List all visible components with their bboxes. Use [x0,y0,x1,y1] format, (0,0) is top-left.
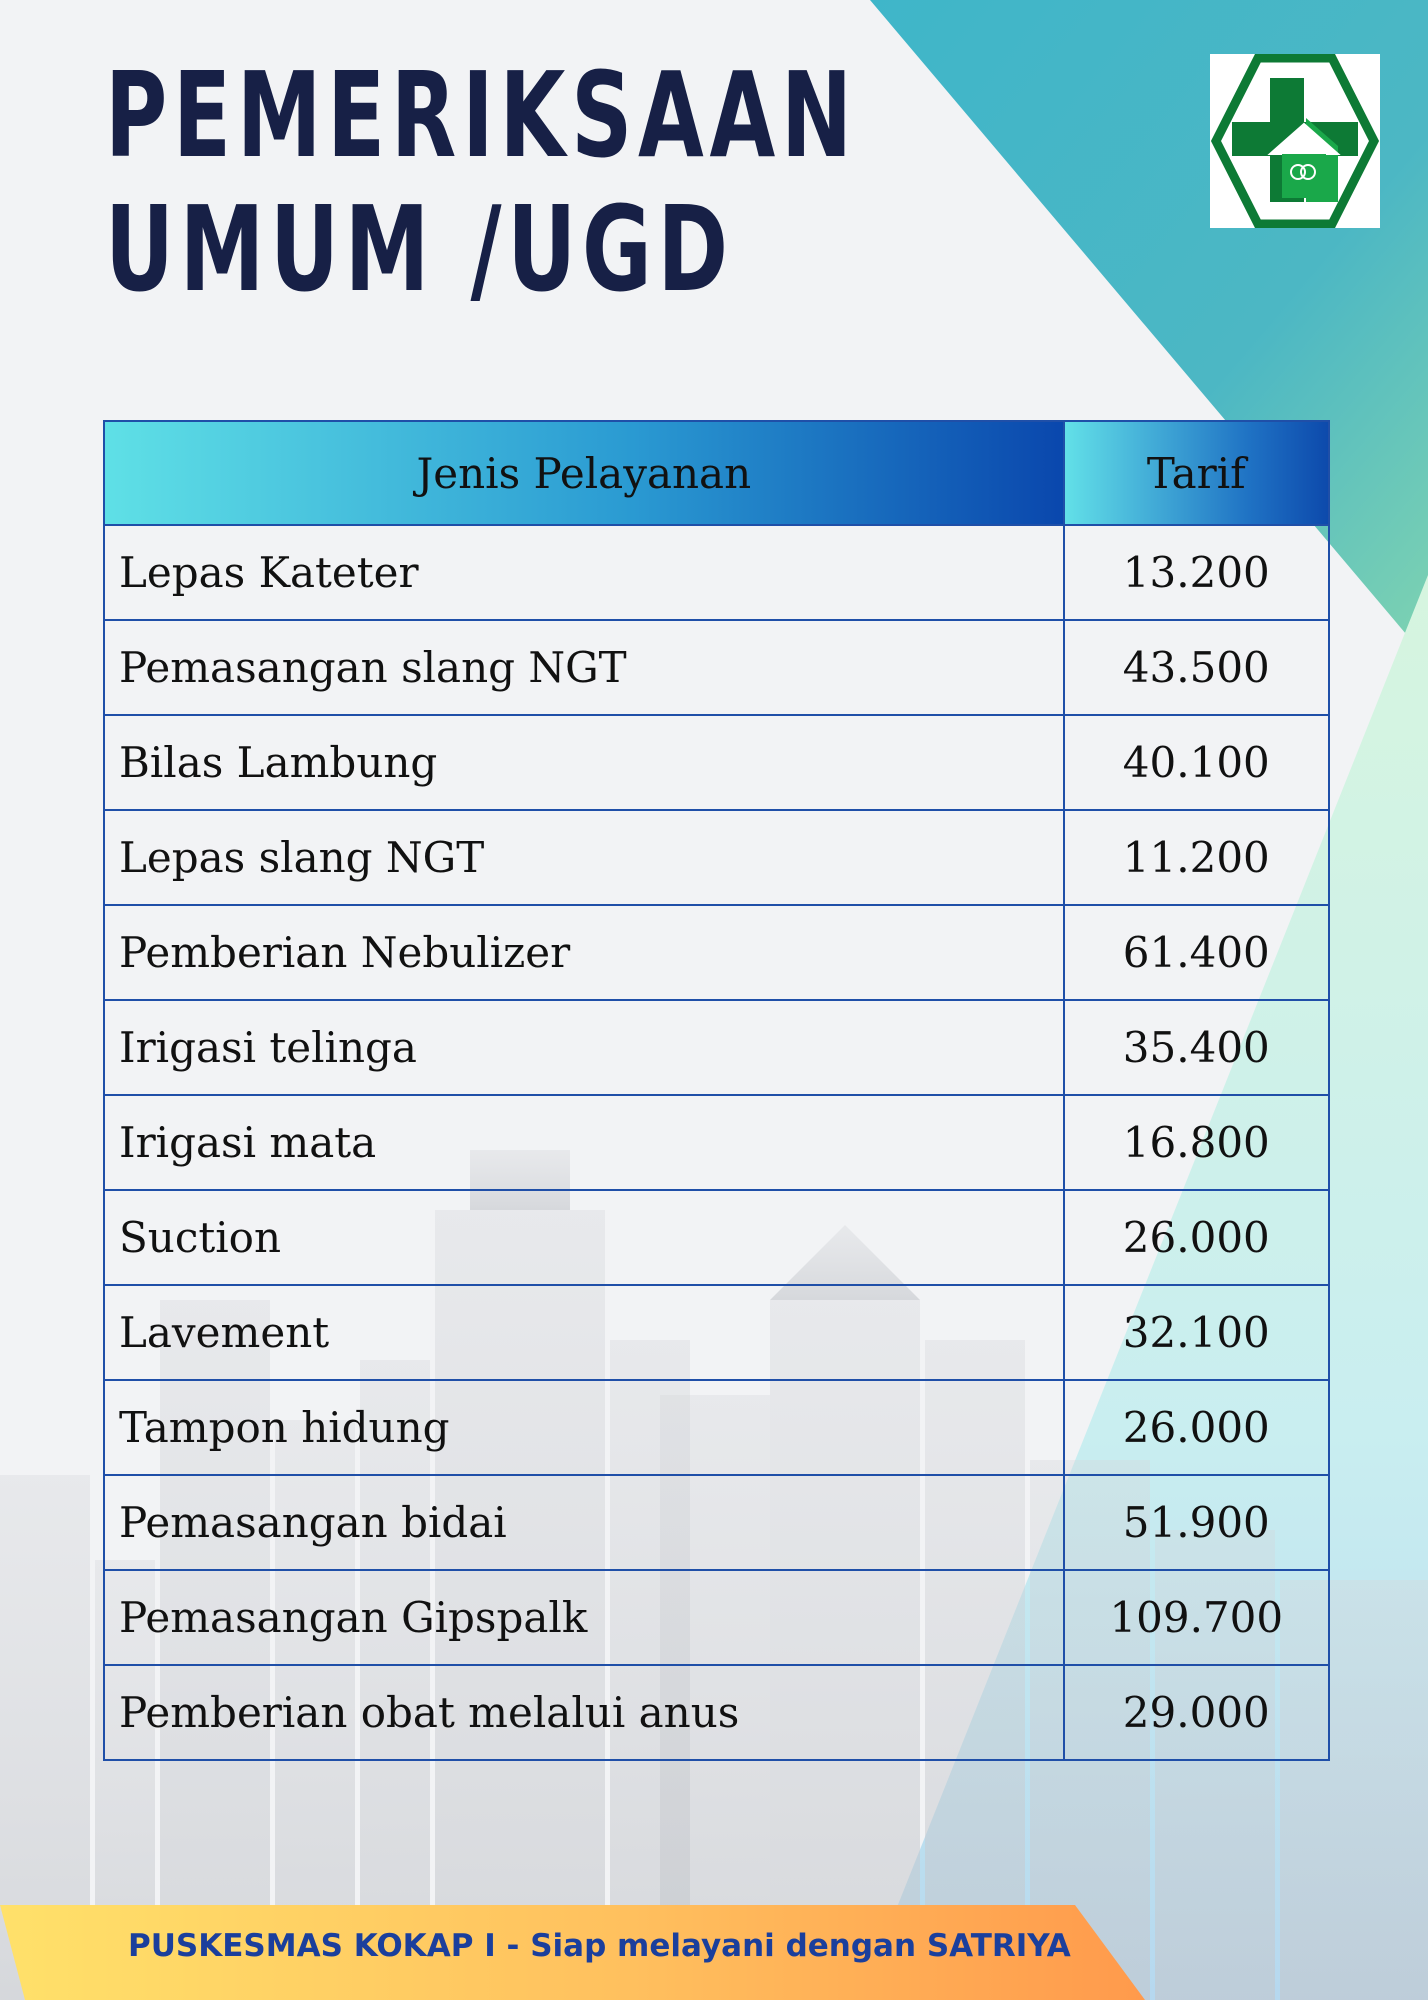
service-name: Suction [104,1190,1064,1285]
service-name: Pemasangan slang NGT [104,620,1064,715]
service-tarif: 109.700 [1064,1570,1329,1665]
service-tarif: 43.500 [1064,620,1329,715]
service-tarif: 26.000 [1064,1190,1329,1285]
table-row [104,1000,1329,1095]
service-tarif: 40.100 [1064,715,1329,810]
service-tarif: 61.400 [1064,905,1329,1000]
tariff-table [103,420,1330,1761]
title-line-2: UMUM /UGD [105,180,734,318]
service-tarif: 26.000 [1064,1380,1329,1475]
service-tarif: 13.200 [1064,525,1329,620]
page-title [105,48,858,316]
service-name: Irigasi mata [104,1095,1064,1190]
table-row [104,905,1329,1000]
title-line-1: PEMERIKSAAN [105,46,858,184]
footer-tagline: PUSKESMAS KOKAP I - Siap melayani dengan SATRIYA [128,1928,1071,1964]
puskesmas-logo [1210,54,1380,228]
service-tarif: 32.100 [1064,1285,1329,1380]
table-row [104,1570,1329,1665]
table-row [104,1095,1329,1190]
table-row [104,620,1329,715]
service-tarif: 35.400 [1064,1000,1329,1095]
service-name: Bilas Lambung [104,715,1064,810]
service-name: Pemasangan Gipspalk [104,1570,1064,1665]
puskesmas-logo-icon [1210,54,1380,228]
table-row [104,1190,1329,1285]
service-tarif: 29.000 [1064,1665,1329,1760]
service-name: Lepas Kateter [104,525,1064,620]
service-name: Lepas slang NGT [104,810,1064,905]
service-tarif: 11.200 [1064,810,1329,905]
service-name: Pemberian obat melalui anus [104,1665,1064,1760]
table-header-row [104,421,1329,525]
service-name: Lavement [104,1285,1064,1380]
header-tarif: Tarif [1064,421,1329,525]
table-row [104,1380,1329,1475]
service-name: Pemasangan bidai [104,1475,1064,1570]
table-row [104,1475,1329,1570]
table-row [104,1285,1329,1380]
table-row [104,715,1329,810]
header-jenis-pelayanan: Jenis Pelayanan [104,421,1064,525]
service-name: Tampon hidung [104,1380,1064,1475]
table-row [104,525,1329,620]
table-row [104,810,1329,905]
service-tarif: 51.900 [1064,1475,1329,1570]
service-name: Irigasi telinga [104,1000,1064,1095]
table-row [104,1665,1329,1760]
service-name: Pemberian Nebulizer [104,905,1064,1000]
service-tarif: 16.800 [1064,1095,1329,1190]
